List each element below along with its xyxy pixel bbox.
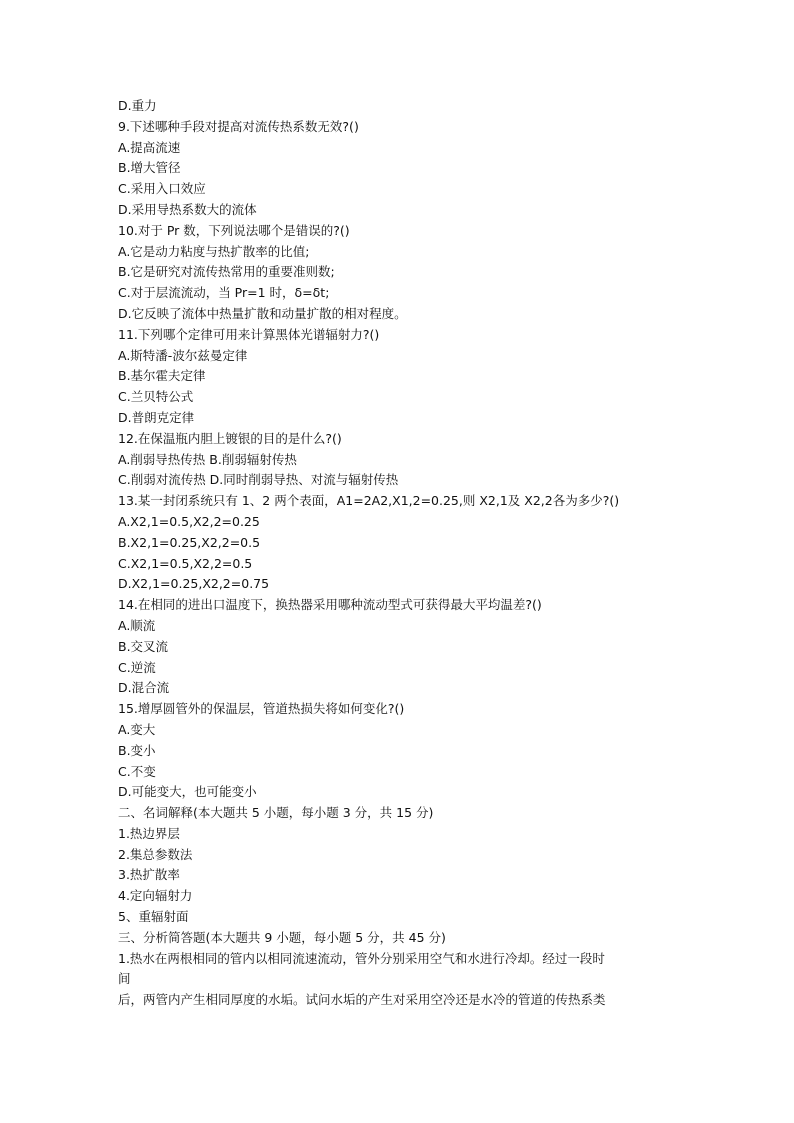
- text-line: 1.热边界层: [118, 825, 180, 841]
- document-page: [118, 96, 698, 1011]
- text-line: A.斯特潘-波尔兹曼定律: [118, 347, 248, 363]
- text-line: D.可能变大，也可能变小: [118, 784, 257, 800]
- text-line: A.变大: [118, 721, 156, 737]
- text-line: C.逆流: [118, 659, 156, 675]
- text-line: 10.对于 Pr 数，下列说法哪个是错误的?(): [118, 222, 350, 238]
- text-line: 1.热水在两根相同的管内以相同流速流动，管外分别采用空气和水进行冷却。经过一段时: [118, 950, 605, 966]
- text-line: D.重力: [118, 98, 157, 113]
- text-line: 三、分析简答题(本大题共 9 小题，每小题 5 分，共 45 分): [118, 929, 446, 945]
- text-line: C.采用入口效应: [118, 181, 206, 197]
- text-line: D.混合流: [118, 680, 170, 696]
- text-line: B.交叉流: [118, 638, 169, 654]
- text-line: 间: [118, 971, 131, 987]
- text-line: 12.在保温瓶内胆上镀银的目的是什么?(): [118, 430, 342, 446]
- text-line: C.对于层流流动，当 Pr=1 时，δ=δt;: [118, 285, 330, 301]
- text-line: 2.集总参数法: [118, 846, 193, 862]
- text-line: D.它反映了流体中热量扩散和动量扩散的相对程度。: [118, 305, 407, 321]
- text-line: 11.下列哪个定律可用来计算黑体光谱辐射力?(): [118, 326, 380, 342]
- text-line: B.变小: [118, 742, 156, 758]
- text-line: C.X2,1=0.5,X2,2=0.5: [118, 555, 253, 571]
- text-line: A.削弱导热传热 B.削弱辐射传热: [118, 451, 297, 467]
- text-line: 二、名词解释(本大题共 5 小题，每小题 3 分，共 15 分): [118, 805, 434, 821]
- text-line: C.削弱对流传热 D.同时削弱导热、对流与辐射传热: [118, 472, 399, 488]
- text-line: 后，两管内产生相同厚度的水垢。试问水垢的产生对采用空冷还是水冷的管道的传热系类: [118, 992, 606, 1008]
- text-line: D.X2,1=0.25,X2,2=0.75: [118, 576, 270, 592]
- text-line: A.它是动力粘度与热扩散率的比值;: [118, 243, 310, 259]
- text-line: 13.某一封闭系统只有 1、2 两个表面，A1=2A2,X1,2=0.25,则 X2,1及 X2,2各为多少?(): [118, 493, 620, 509]
- text-line: 9.下述哪种手段对提高对流传热系数无效?(): [118, 118, 359, 134]
- text-line: A.顺流: [118, 617, 156, 633]
- text-line: D.普朗克定律: [118, 409, 195, 425]
- text-line: B.基尔霍夫定律: [118, 368, 206, 384]
- text-line: A.提高流速: [118, 139, 181, 155]
- text-line: B.X2,1=0.25,X2,2=0.5: [118, 534, 261, 550]
- text-line: 3.热扩散率: [118, 867, 180, 883]
- text-line: 14.在相同的进出口温度下，换热器采用哪种流动型式可获得最大平均温差?(): [118, 597, 542, 613]
- text-line: B.它是研究对流传热常用的重要准则数;: [118, 264, 335, 280]
- text-line: 4.定向辐射力: [118, 888, 193, 904]
- text-line: D.采用导热系数大的流体: [118, 201, 257, 217]
- text-line: B.增大管径: [118, 160, 181, 176]
- text-line: C.兰贝特公式: [118, 389, 194, 405]
- text-line: A.X2,1=0.5,X2,2=0.25: [118, 513, 260, 529]
- text-line: 15.增厚圆管外的保温层，管道热损失将如何变化?(): [118, 701, 405, 717]
- text-line: 5、重辐射面: [118, 909, 189, 925]
- text-line: C.不变: [118, 763, 156, 779]
